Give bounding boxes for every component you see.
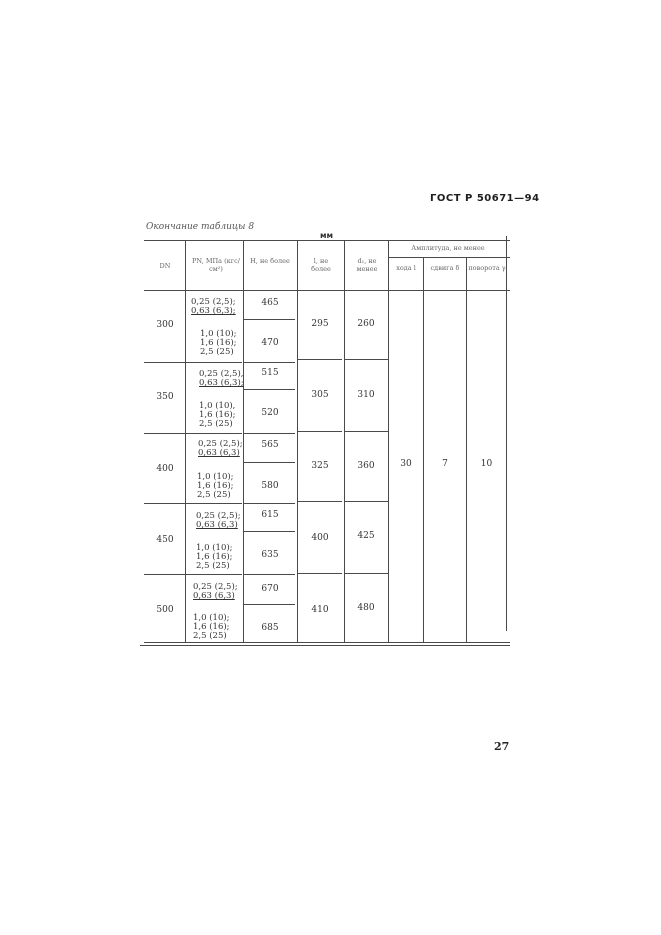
pn-group-low: 0,25 (2,5), 0,63 (6,3); bbox=[199, 369, 244, 388]
l-cell: 305 bbox=[311, 390, 329, 400]
col-dn-header: DN bbox=[159, 262, 171, 270]
l-cell: 295 bbox=[311, 319, 329, 329]
dn-cell: 400 bbox=[156, 464, 174, 474]
pn-group-high: 1,0 (10); 1,6 (16); 2,5 (25) bbox=[196, 543, 233, 571]
col-stroke-header: хода l bbox=[396, 264, 416, 272]
h-cell: 465 bbox=[261, 298, 279, 308]
pn-group-high: 1,0 (10); 1,6 (16); 2,5 (25) bbox=[200, 329, 237, 357]
pn-group-low: 0,25 (2,5); 0,63 (6,3) bbox=[193, 582, 238, 601]
l-cell: 325 bbox=[311, 461, 329, 471]
dn-cell: 350 bbox=[156, 392, 174, 402]
d-cell: 260 bbox=[357, 319, 375, 329]
h-cell: 470 bbox=[261, 338, 279, 348]
col-shift-header: сдвига δ bbox=[430, 264, 460, 272]
amplitude-rotation-cell: 10 bbox=[480, 459, 493, 469]
col-pn-header: PN, МПа (кгс/см²) bbox=[192, 257, 240, 273]
col-rotation-header: поворота γ bbox=[468, 264, 506, 272]
h-cell: 685 bbox=[261, 623, 279, 633]
col-l-header: l, не более bbox=[311, 257, 331, 273]
pn-group-low: 0,25 (2,5); 0,63 (6,3) bbox=[196, 511, 241, 530]
page-number: 27 bbox=[494, 740, 510, 753]
pn-group-high: 1,0 (10), 1,6 (16); 2,5 (25) bbox=[199, 401, 236, 429]
pn-group-high: 1,0 (10); 1,6 (16); 2,5 (25) bbox=[197, 472, 234, 500]
h-cell: 565 bbox=[261, 440, 279, 450]
document-header: ГОСТ Р 50671—94 bbox=[430, 193, 540, 204]
table-caption: Окончание таблицы 8 bbox=[146, 222, 255, 232]
h-cell: 615 bbox=[261, 510, 279, 520]
unit-label: мм bbox=[320, 231, 334, 240]
l-cell: 410 bbox=[311, 605, 329, 615]
l-cell: 400 bbox=[311, 533, 329, 543]
col-h-header: H, не более bbox=[250, 257, 290, 265]
amplitude-stroke-cell: 30 bbox=[400, 459, 412, 469]
dn-cell: 450 bbox=[156, 535, 174, 545]
dn-cell: 300 bbox=[156, 320, 174, 330]
d-cell: 480 bbox=[357, 603, 375, 613]
d-cell: 425 bbox=[357, 531, 375, 541]
col-d-header: d₁, не менее bbox=[356, 257, 378, 273]
h-cell: 635 bbox=[261, 550, 279, 560]
dn-cell: 500 bbox=[156, 605, 174, 615]
col-amplitude-header: Амплитуда, не менее bbox=[411, 244, 485, 252]
h-cell: 670 bbox=[261, 584, 279, 594]
h-cell: 515 bbox=[261, 368, 279, 378]
pn-group-high: 1,0 (10); 1,6 (16); 2,5 (25) bbox=[193, 613, 230, 641]
d-cell: 310 bbox=[357, 390, 375, 400]
d-cell: 360 bbox=[357, 461, 375, 471]
pn-group-low: 0,25 (2,5); 0,63 (6,3) bbox=[198, 439, 243, 458]
pn-group-low: 0,25 (2,5); 0,63 (6,3); bbox=[191, 297, 236, 316]
h-cell: 580 bbox=[261, 481, 279, 491]
h-cell: 520 bbox=[261, 408, 279, 418]
amplitude-shift-cell: 7 bbox=[442, 459, 448, 469]
